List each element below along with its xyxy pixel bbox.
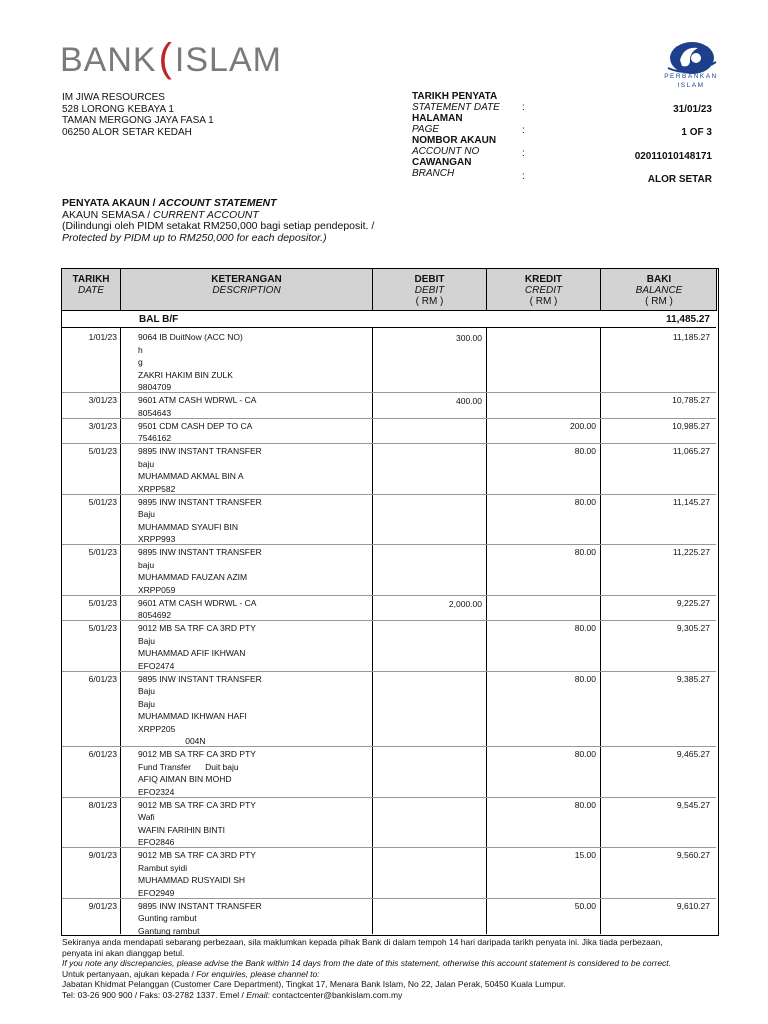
footer-email[interactable]: contactcenter@bankislam.com.my <box>269 989 403 1000</box>
branch-value: ALOR SETAR <box>647 174 712 185</box>
row-credit: 80.00 <box>574 673 596 684</box>
bank-logo <box>60 36 282 81</box>
row-separator <box>62 847 716 848</box>
row-balance: 9,225.27 <box>676 597 710 608</box>
branch-label-en: BRANCH <box>412 168 455 179</box>
bank-logo-left: BANK <box>60 41 157 79</box>
row-description: 9601 ATM CASH WDRWL - CA 8054643 <box>138 395 257 418</box>
row-separator <box>62 494 716 495</box>
row-balance: 9,305.27 <box>676 623 710 633</box>
row-description: 9895 INW INSTANT TRANSFER Baju Baju MUHAMMAD IKHWAN HAFI XRPP205 004N <box>138 673 262 746</box>
account-title-en: ACCOUNT STATEMENT <box>158 197 277 209</box>
header-debit-ms: DEBIT <box>414 274 445 285</box>
footer-enquiry-ms: Untuk pertanyaan, ajukan kepada / <box>62 968 197 979</box>
row-description: 9895 INW INSTANT TRANSFER baju MUHAMMAD FAUZAN AZIM XRPP059 <box>138 547 262 595</box>
page-label-en: PAGE <box>412 124 440 135</box>
row-separator <box>62 671 716 672</box>
emblem-caption-1: PERBANKAN <box>664 73 718 80</box>
row-description: 9895 INW INSTANT TRANSFER Gunting rambut Gantung rambut <box>138 900 262 936</box>
row-balance: 9,465.27 <box>676 749 710 759</box>
branch-label-ms: CAWANGAN <box>412 157 472 168</box>
row-date: 6/01/23 <box>88 749 117 759</box>
row-separator <box>62 898 716 899</box>
row-separator <box>62 392 716 393</box>
row-debit: 2,000.00 <box>448 598 482 609</box>
header-balance-unit: ( RM ) <box>645 296 673 307</box>
row-credit: 80.00 <box>574 446 596 456</box>
row-date: 5/01/23 <box>88 623 117 633</box>
row-separator <box>62 746 716 747</box>
account-title-block <box>62 198 374 244</box>
header-debit-en: DEBIT <box>414 285 445 296</box>
page-label-ms: HALAMAN <box>412 113 463 124</box>
footer-line-5: Jabatan Khidmat Pelanggan (Customer Care Department), Tingkat 17, Menara Bank Islam, No 22, Jalan Perak, 50450 Kuala Lumpur. <box>62 979 566 989</box>
customer-address <box>62 92 214 138</box>
row-date: 5/01/23 <box>88 597 117 608</box>
row-date: 8/01/23 <box>88 799 117 810</box>
row-credit: 50.00 <box>574 900 596 911</box>
row-description: 9895 INW INSTANT TRANSFER Baju MUHAMMAD SYAUFI BIN XRPP993 <box>138 496 262 544</box>
statement-date-label-en: STATEMENT DATE <box>412 102 500 113</box>
header-desc-en: DESCRIPTION <box>212 285 281 296</box>
row-date: 5/01/23 <box>88 446 117 456</box>
row-balance: 11,145.27 <box>672 496 710 507</box>
row-description: 9064 IB DuitNow (ACC NO) h g ZAKRI HAKIM BIN ZULK 9804709 <box>138 332 243 392</box>
colon-branch: : <box>522 171 525 182</box>
row-separator <box>62 595 716 596</box>
row-balance: 9,560.27 <box>676 850 710 860</box>
row-description: 9501 CDM CASH DEP TO CA 7546162 <box>138 420 253 443</box>
customer-name: IM JIWA RESOURCES <box>62 92 165 103</box>
row-balance: 9,610.27 <box>676 900 710 911</box>
header-credit-en: CREDIT <box>524 285 563 296</box>
account-title-ms: PENYATA AKAUN / <box>62 197 159 209</box>
footer-line-1: Sekiranya anda mendapati sebarang perbezaan, sila maklumkan kepada pihak Bank di dalam tempoh 14 hari daripada tarikh penyata ini. Jika tiada perbezaan, <box>62 937 663 947</box>
row-description: 9012 MB SA TRF CA 3RD PTY Baju MUHAMMAD AFIF IKHWAN EFO2474 <box>138 623 256 671</box>
row-date: 1/01/23 <box>88 332 117 342</box>
header-date-ms: TARIKH <box>72 274 110 285</box>
header-credit-ms: KREDIT <box>524 274 563 285</box>
footer-line-2: penyata ini akan dianggap betul. <box>62 947 185 958</box>
row-credit: 80.00 <box>574 799 596 810</box>
pidm-note-ms: (Dilindungi oleh PIDM setakat RM250,000 bagi setiap pendeposit. / <box>62 220 375 232</box>
header-description <box>121 274 372 296</box>
row-debit: 400.00 <box>456 396 482 406</box>
row-date: 9/01/23 <box>88 900 117 911</box>
statement-date-label-ms: TARIKH PENYATA <box>412 91 498 102</box>
row-date: 6/01/23 <box>88 673 117 684</box>
row-balance: 10,785.27 <box>672 395 710 405</box>
account-type-ms: AKAUN SEMASA / <box>62 208 154 221</box>
page-value: 1 OF 3 <box>681 127 712 138</box>
row-description: 9012 MB SA TRF CA 3RD PTY Wafi WAFIN FARIHIN BINTI EFO2846 <box>138 799 256 847</box>
header-date-en: DATE <box>78 285 104 296</box>
colon-date: : <box>522 102 525 113</box>
row-balance: 10,985.27 <box>672 420 710 431</box>
row-date: 5/01/23 <box>88 547 117 557</box>
row-separator <box>62 544 716 545</box>
row-description: 9012 MB SA TRF CA 3RD PTY Rambut syidi MUHAMMAD RUSYAIDI SH EFO2949 <box>138 850 256 898</box>
footer-line-4 <box>62 969 722 980</box>
header-debit-unit: ( RM ) <box>415 296 444 307</box>
row-description: 9895 INW INSTANT TRANSFER baju MUHAMMAD AKMAL BIN A XRPP582 <box>138 446 262 494</box>
row-separator <box>62 418 716 419</box>
bank-logo-right: ISLAM <box>174 41 282 79</box>
row-separator <box>62 620 716 621</box>
row-description: 9012 MB SA TRF CA 3RD PTY Fund Transfer Duit baju AFIQ AIMAN BIN MOHD EFO2324 <box>138 749 256 797</box>
row-balance: 11,185.27 <box>672 332 710 342</box>
customer-addr1: 528 LORONG KEBAYA 1 <box>62 103 174 115</box>
row-separator <box>62 797 716 798</box>
account-no-label-ms: NOMBOR AKAUN <box>412 135 497 146</box>
row-credit: 80.00 <box>574 623 596 633</box>
customer-addr3: 06250 ALOR SETAR KEDAH <box>62 126 192 138</box>
row-description: 9601 ATM CASH WDRWL - CA 8054692 <box>138 597 257 620</box>
customer-addr2: TAMAN MERGONG JAYA FASA 1 <box>62 115 214 126</box>
footer-notice <box>62 937 722 1000</box>
header-debit <box>373 274 486 307</box>
row-balance: 11,225.27 <box>672 547 710 557</box>
row-separator <box>62 443 716 444</box>
row-credit: 80.00 <box>574 547 596 557</box>
footer-line-6 <box>62 990 722 1001</box>
header-balance-ms: BAKI <box>646 274 672 285</box>
row-date: 3/01/23 <box>88 420 117 431</box>
header-credit <box>487 274 600 307</box>
row-balance: 11,065.27 <box>672 446 710 456</box>
emblem-caption-2: ISLAM <box>677 82 705 89</box>
header-date <box>62 274 120 296</box>
pidm-note-en: Protected by PIDM up to RM250,000 for each depositor.) <box>62 231 327 244</box>
row-balance: 9,545.27 <box>676 799 710 810</box>
header-desc-ms: KETERANGAN <box>211 274 282 285</box>
footer-enquiry-en: For enquiries, please channel to: <box>196 968 320 979</box>
row-date: 5/01/23 <box>88 496 117 507</box>
row-credit: 80.00 <box>574 749 596 759</box>
balance-bf-value: 11,485.27 <box>666 314 710 325</box>
row-credit: 80.00 <box>574 496 596 507</box>
emblem-caption <box>646 72 736 90</box>
colon-page: : <box>522 125 525 136</box>
row-date: 3/01/23 <box>88 395 117 405</box>
account-type-en: CURRENT ACCOUNT <box>153 208 259 221</box>
balance-bf-label: BAL B/F <box>139 314 179 325</box>
row-balance: 9,385.27 <box>676 673 710 684</box>
footer-line-3: If you note any discrepancies, please advise the Bank within 14 days from the date of this statement, otherwise this account statement is considered to be correct. <box>62 958 672 968</box>
statement-date-value: 31/01/23 <box>673 104 712 115</box>
crescent-icon: ( <box>158 36 173 80</box>
row-debit: 300.00 <box>456 333 482 343</box>
colon-account: : <box>522 148 525 159</box>
footer-email-label: Email: <box>246 989 270 1000</box>
row-credit: 15.00 <box>574 850 596 860</box>
row-date: 9/01/23 <box>88 850 117 860</box>
account-no-label-en: ACCOUNT NO <box>412 146 480 157</box>
row-credit: 200.00 <box>570 420 596 431</box>
header-credit-unit: ( RM ) <box>529 296 558 307</box>
statement-date-label <box>412 91 500 179</box>
footer-tel: Tel: 03-26 900 900 / Faks: 03-2782 1337. Emel / <box>62 989 247 1000</box>
account-no-value: 02011010148171 <box>634 151 712 162</box>
header-balance <box>601 274 717 307</box>
header-balance-en: BALANCE <box>635 285 683 296</box>
